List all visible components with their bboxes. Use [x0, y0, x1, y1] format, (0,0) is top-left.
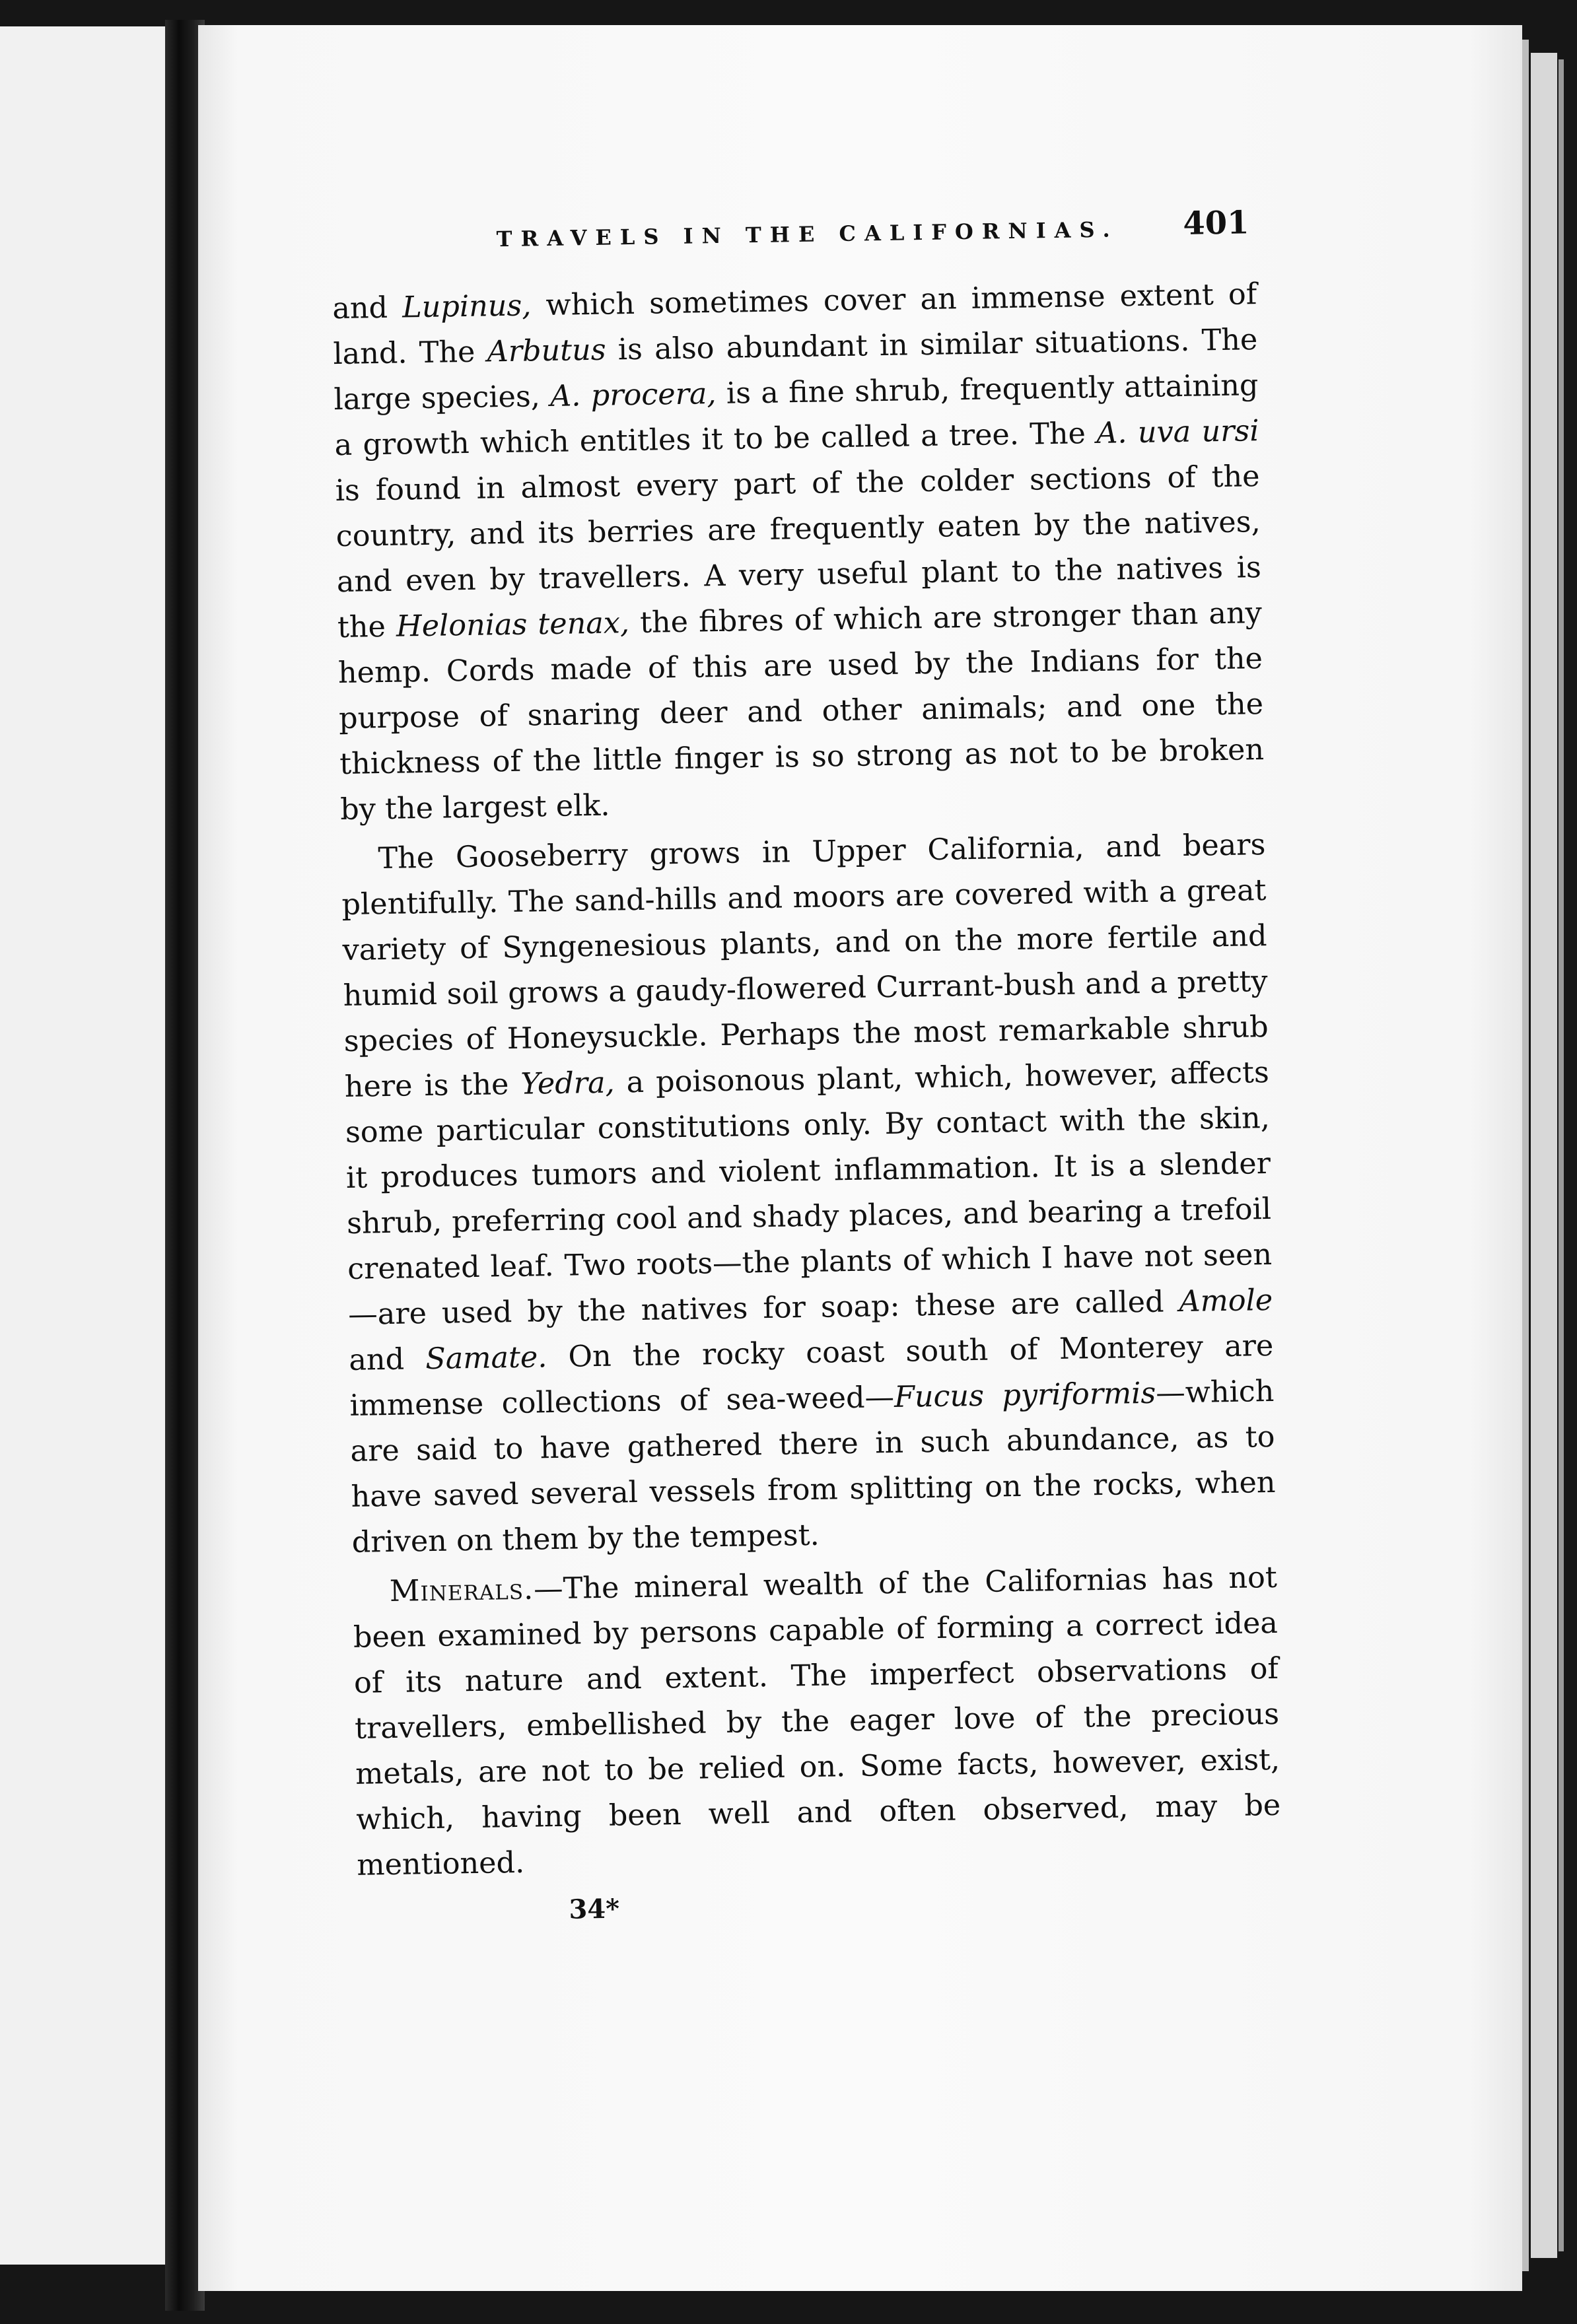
page-edge [1531, 53, 1557, 2258]
page-number: 401 [1182, 204, 1249, 242]
italic-text: A. uva ursi [1096, 414, 1259, 450]
text-run: and [332, 290, 403, 326]
page-content [331, 204, 1285, 2133]
text-run: the fibres of which are stronger than any hemp. Cords made of this are used by the Indians for the purpose of snaring deer and other animals; and one the thickness of the little finger is so strong as not to be broken by the largest elk. [337, 596, 1265, 827]
body-text [332, 271, 1282, 1888]
text-run: a poisonous plant, which, however, affects some particular constitutions only. By contact with the skin, it produces tumors and violent inflammation. It is a slender shrub, preferring cool and shady places, and bearing a trefoil crenated leaf. Two roots—the plants of which I have not seen—are used by the natives for soap: these are called [345, 1055, 1273, 1332]
text-run: —The mineral wealth of the Californias has not been examined by persons capable of forming a correct idea of its nature and extent. The imperfect observations of travellers, embellished by the eager love of the precious metals, are not to be relied on. Some facts, however, exist, which, having been well and often observed, may be mentioned. [353, 1560, 1281, 1882]
running-head: TRAVELS IN THE CALIFORNIAS. [496, 217, 1119, 252]
text-run: On the rocky coast south of Monterey are immense collections of sea-weed— [349, 1328, 1274, 1423]
text-run: is found in almost every part of the colder sections of the country, and its berries are frequently eaten by the natives, and even by travellers. A very useful plant to the natives is the [335, 460, 1262, 645]
signature-mark: 34* [569, 1893, 620, 1925]
text-run: The Gooseberry grows in Upper California, and bears plentifully. The sand-hills and moors are covered with a great variety of Syngenesious plants, and on the more fertile and humid soil grows a gaudy-flowered Currant-bush and a pretty species of Honeysuckle. Perhaps the most remarkable shrub here is the [341, 828, 1269, 1104]
italic-text: Samate. [425, 1340, 547, 1377]
text-run: is a fine shrub, frequently attaining a growth which entitles it to be called a tree. The [334, 368, 1259, 463]
section-heading: Minerals. [389, 1572, 534, 1609]
text-run: and [349, 1342, 426, 1377]
page-edge [1559, 59, 1564, 2251]
paragraph [332, 271, 1265, 833]
italic-text: A. procera, [549, 377, 717, 413]
text-run: is also abundant in similar situations. The large species, [333, 323, 1258, 417]
italic-text: Helonias tenax, [396, 606, 630, 644]
italic-text: Fucus pyriformis [894, 1376, 1156, 1414]
text-run: —which are said to have gathered there in such abundance, as to have saved several vessels from splitting on the rocks, when driven on them by the tempest. [350, 1374, 1276, 1559]
page-edge [1522, 40, 1529, 2271]
facing-page [0, 26, 165, 2265]
italic-text: Lupinus, [402, 289, 532, 325]
italic-text: Amole [1179, 1283, 1273, 1319]
italic-text: Yedra, [520, 1066, 615, 1101]
text-run: which sometimes cover an immense extent of land. The [333, 277, 1257, 372]
paragraph [352, 1555, 1281, 1888]
italic-text: Arbutus [487, 333, 606, 369]
paragraph [341, 822, 1277, 1565]
